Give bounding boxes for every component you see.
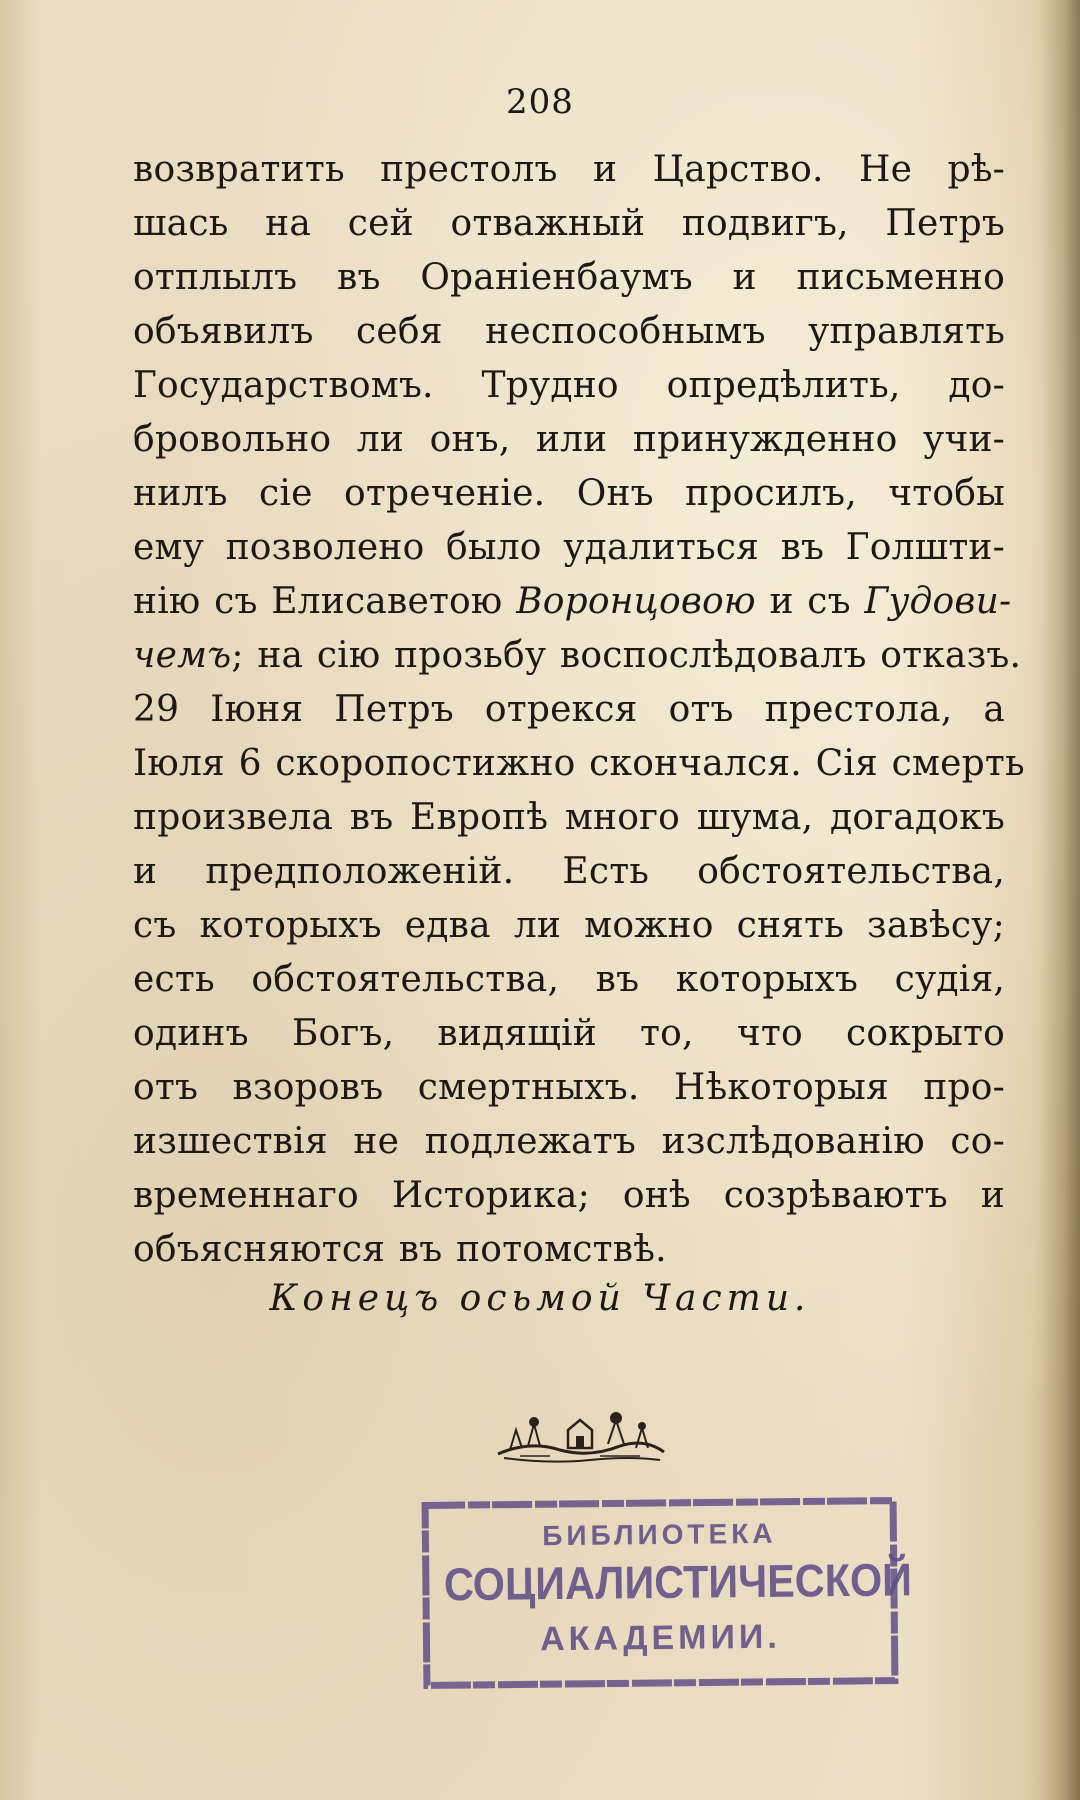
text-line: съ которыхъ едва ли можно снять завѣсу;: [133, 905, 1005, 946]
text-line: произвела въ Европѣ много шума, догадокъ: [133, 797, 1005, 838]
library-stamp: [419, 1494, 913, 1691]
text-line: объясняются въ потомствѣ.: [133, 1229, 667, 1270]
text-line: нилъ сіе отреченіе. Онъ просилъ, чтобы: [133, 473, 1005, 514]
text-line: Іюля 6 скоропостижно скончался. Сія смерть: [133, 743, 1025, 784]
text-line: есть обстоятельства, въ которыхъ судія,: [133, 959, 1005, 1000]
text-line: объявилъ себя неспособнымъ управлять: [133, 311, 1005, 352]
text-line: бровольно ли онъ, или принужденно учи-: [133, 419, 1005, 460]
stamp-line-academy: АКАДЕМИИ.: [539, 1617, 781, 1659]
text-segment: нію съ Елисаветою: [133, 581, 517, 622]
text-line: 29 Іюня Петръ отрекся отъ престола, а: [133, 689, 1005, 730]
italic-name-gudovich: Гудови-: [864, 581, 1012, 622]
page-number: 208: [506, 82, 574, 122]
stamp-line-socialist: СОЦИАЛИСТИЧЕСКОЙ: [443, 1553, 913, 1611]
body-text: [133, 143, 1025, 1277]
italic-name-vorontsova: Воронцовою: [516, 581, 756, 622]
text-line: отъ взоровъ смертныхъ. Нѣкоторыя про-: [133, 1067, 1005, 1108]
text-line: Государствомъ. Трудно опредѣлить, до-: [133, 365, 1005, 406]
text-line: [133, 575, 1012, 629]
page-edge-shadow: [1040, 0, 1080, 1800]
text-line: и предположеній. Есть обстоятельства,: [133, 851, 1005, 892]
text-line: отплылъ въ Ораніенбаумъ и письменно: [133, 257, 1005, 298]
text-segment: ; на сію прозьбу воспослѣдовалъ отказъ.: [231, 635, 1022, 676]
text-line: [133, 629, 1022, 683]
stamp-line-library: БИБЛИОТЕКА: [542, 1517, 777, 1552]
tailpiece-vignette: [490, 1400, 670, 1466]
text-line: изшествія не подлежатъ изслѣдованію со-: [133, 1121, 1005, 1162]
text-line: одинъ Богъ, видящій то, что сокрыто: [133, 1013, 1005, 1054]
colophon: Конецъ осьмой Части.: [269, 1278, 811, 1319]
text-segment: и съ: [755, 581, 865, 622]
text-line: ему позволено было удалиться въ Голшти-: [133, 527, 1005, 568]
text-line: возвратить престолъ и Царство. Не рѣ-: [133, 149, 1005, 190]
text-line: временнаго Историка; онѣ созрѣваютъ и: [133, 1175, 1005, 1216]
text-line: шась на сей отважный подвигъ, Петръ: [133, 203, 1005, 244]
italic-name-gudovich-end: чемъ: [133, 635, 232, 676]
